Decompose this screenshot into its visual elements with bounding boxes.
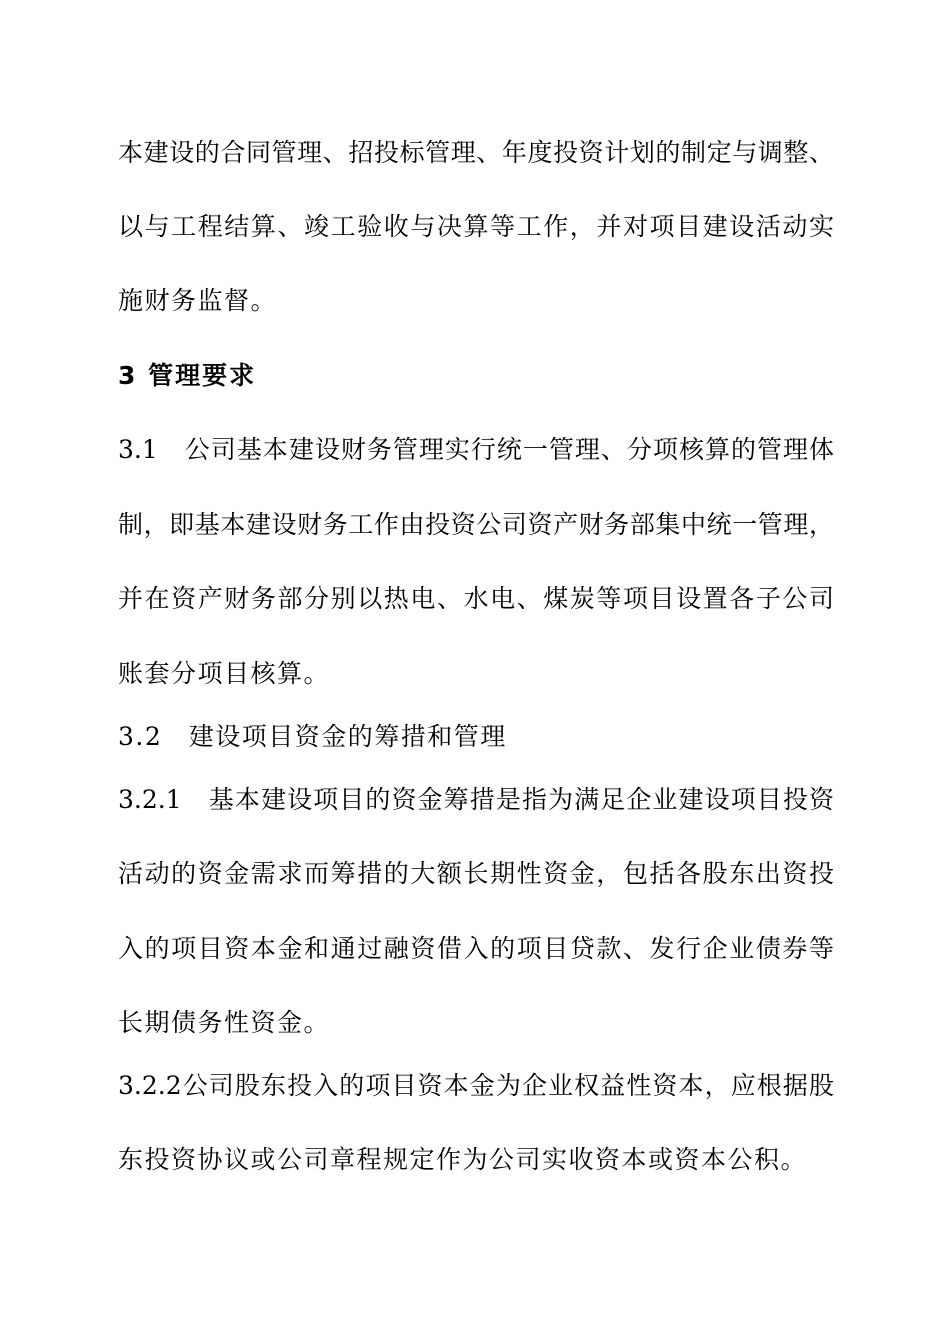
clause-line: 3.2.2公司股东投入的项目资本金为企业权益性资本，应根据股 [118,1071,834,1100]
clause-line: 东投资协议或公司章程规定作为公司实收资本或资本公积。 [118,1145,808,1174]
clause-line: 活动的资金需求而筹措的大额长期性资金，包括各股东出资投 [118,859,834,888]
clause-line: 并在资产财务部分别以热电、水电、煤炭等项目设置各子公司 [118,584,834,613]
paragraph-line: 本建设的合同管理、招投标管理、年度投资计划的制定与调整、 [118,138,834,167]
paragraph-line: 以与工程结算、竣工验收与决算等工作，并对项目建设活动实 [118,212,834,241]
clause-line: 账套分项目核算。 [118,659,331,688]
paragraph-line: 施财务监督。 [118,286,278,315]
clause-line: 3.1 公司基本建设财务管理实行统一管理、分项核算的管理体 [118,435,834,464]
section-heading-3: 3 管理要求 [118,361,257,390]
clause-line: 3.2.1 基本建设项目的资金筹措是指为满足企业建设项目投资 [118,785,834,814]
clause-3-2-title: 3.2 建设项目资金的筹措和管理 [118,722,507,751]
clause-line: 制，即基本建设财务工作由投资公司资产财务部集中统一管理， [118,510,834,539]
clause-line: 长期债务性资金。 [118,1008,331,1037]
clause-line: 入的项目资本金和通过融资借入的项目贷款、发行企业债券等 [118,934,834,963]
